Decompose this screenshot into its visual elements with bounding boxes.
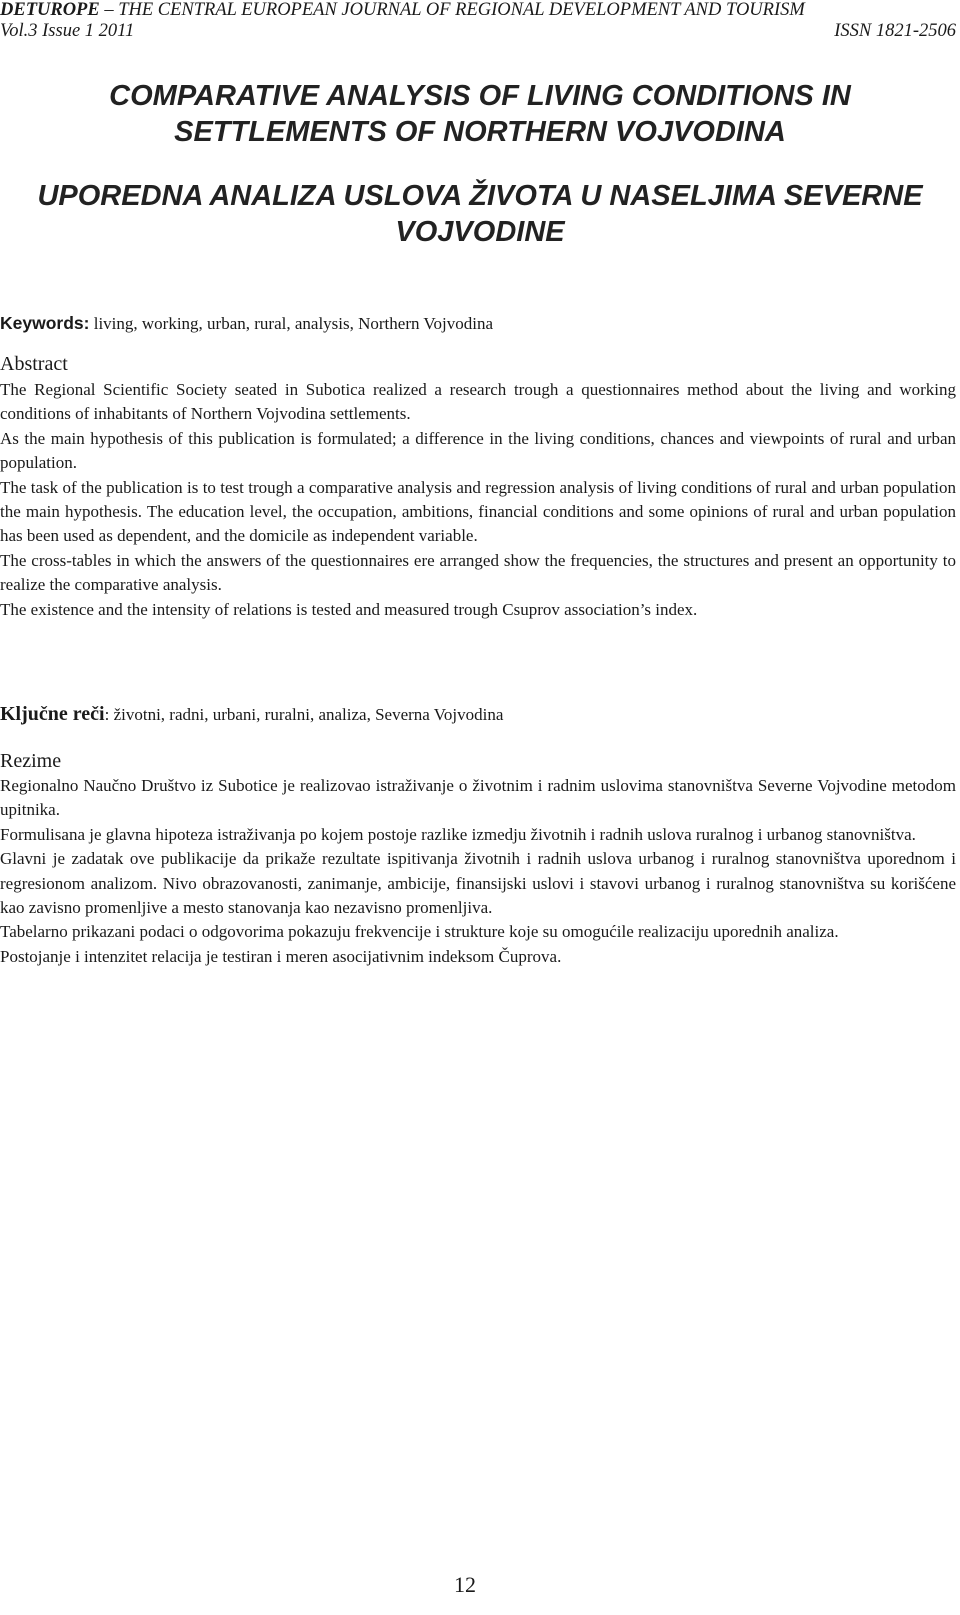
title-english xyxy=(0,78,960,150)
journal-name: THE CENTRAL EUROPEAN JOURNAL OF REGIONAL DEVELOPMENT AND TOURISM xyxy=(118,0,805,20)
rezime-paragraph: Formulisana je glavna hipoteza istraživanja po kojem postoje razlike izmedju životnih i radnih uslova ruralnog i urbanog stanovništva. xyxy=(0,824,916,844)
journal-title-line xyxy=(0,0,956,21)
issue-line xyxy=(0,21,956,42)
rezime-paragraph: Tabelarno prikazani podaci o odgovorima pokazuju frekvencije i strukture koje su omogućile realizaciju uporednih analiza. xyxy=(0,922,839,942)
kljucne-reci-label: Ključne reči xyxy=(0,703,105,725)
abstract-body xyxy=(0,378,956,622)
volume-issue: Vol.3 Issue 1 2011 xyxy=(0,21,135,41)
keywords xyxy=(0,311,956,336)
title-english-line-2: SETTLEMENTS OF NORTHERN VOJVODINA xyxy=(174,116,786,148)
keywords-label: Keywords: xyxy=(0,313,90,333)
rezime-body xyxy=(0,774,956,969)
kljucne-reci-text: : životni, radni, urbani, ruralni, analiza, Severna Vojvodina xyxy=(104,705,504,724)
abstract-paragraph: The existence and the intensity of relations is tested and measured trough Csuprov association’s index. xyxy=(0,599,698,619)
keywords-text: living, working, urban, rural, analysis, Northern Vojvodina xyxy=(89,314,494,333)
abstract-heading: Abstract xyxy=(0,353,68,375)
page-number: 12 xyxy=(454,1572,476,1597)
rezime-paragraph: Glavni je zadatak ove publikacije da prikaže rezultate ispitivanja životnih i radnih uslova urbanog i ruralnog stanovništva uporednom i regresionom analizom. Nivo obrazovanosti, zanimanje, ambicije, finansijski uslovi i stavovi urbanog i ruralnog stanovništva su korišćene kao zavisno promenljive a mesto stanovanja kao nezavisno promenljiva. xyxy=(0,849,956,918)
title-english-line-1: COMPARATIVE ANALYSIS OF LIVING CONDITIONS IN xyxy=(109,80,851,112)
title-serbian-line-2: VOJVODINE xyxy=(395,216,565,248)
journal-separator: – xyxy=(99,0,119,20)
abstract-paragraph: The task of the publication is to test trough a comparative analysis and regression analysis of living conditions of rural and urban population the main hypothesis. The education level, the occupation, ambitions, financial conditions and some opinions of rural and urban population has been used as dependent, and the domicile as independent variable. xyxy=(0,477,956,546)
kljucne-reci xyxy=(0,702,956,727)
abstract-paragraph: The cross-tables in which the answers of the questionnaires ere arranged show the frequencies, the structures and present an opportunity to realize the comparative analysis. xyxy=(0,550,956,595)
rezime-paragraph: Postojanje i intenzitet relacija je testiran i meren asocijativnim indeksom Čuprova. xyxy=(0,946,562,966)
abstract-paragraph: The Regional Scientific Society seated in Subotica realized a research trough a questionnaires method about the living and working conditions of inhabitants of Northern Vojvodina settlements. xyxy=(0,380,956,424)
title-serbian-line-1: UPOREDNA ANALIZA USLOVA ŽIVOTA U NASELJIMA SEVERNE xyxy=(37,180,923,212)
rezime-paragraph: Regionalno Naučno Društvo iz Subotice je realizovao istraživanje o životnim i radnim uslovima stanovništva Severne Vojvodine metodom upitnika. xyxy=(0,776,956,820)
running-header xyxy=(0,0,956,42)
issn: ISSN 1821-2506 xyxy=(834,21,956,41)
abstract-paragraph: As the main hypothesis of this publication is formulated; a difference in the living conditions, chances and viewpoints of rural and urban population. xyxy=(0,428,956,473)
title-serbian xyxy=(0,178,960,250)
rezime-heading: Rezime xyxy=(0,750,62,772)
journal-abbreviation: DETUROPE xyxy=(0,0,100,20)
